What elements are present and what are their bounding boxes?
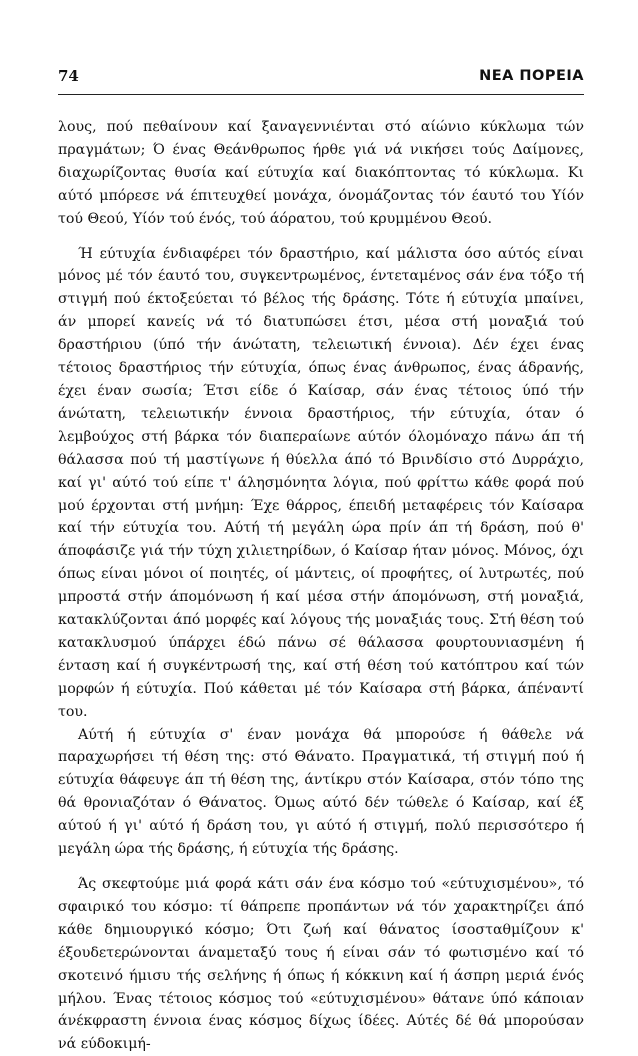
paragraph: λους, πού πεθαίνουν καί ξαναγεννιένται στό αίώνιο κύκλωμα τών πραγμάτων; Ό ένας Θεάνθρωπος ήρθε γιά νά νικήσει τούς Δαίμονες, διαχωρίζοντας θυσία καί εύτυχία καί διακόπτοντας τό κύκλωμα. Κι αύτό μπόρεσε νά έπιτευχθεί μονάχα, όνομάζοντας τόν έαυτό του Υίόν τού Θεού, Υίόν τού ένός, τού άόρατου, τού κρυμμένου Θεού. (58, 119, 584, 227)
page-number: 74 (58, 67, 79, 85)
paragraph: Αύτή ή εύτυχία σ' έναν μονάχα θά μπορούσε ή θάθελε νά παραχωρήσει τή θέση της: στό Θάνατο. Πραγματικά, τή στιγμή πού ή εύτυχία θάφευγε άπ τή θέση της, άντίκρυ στόν Καίσαρα, στόν τόπο της θά θρονιαζόταν ό Θάνατος. Όμως αύτό δέν τώθελε ό Καίσαρ, καί έξ αύτού ή γι' αύτό ή δράση του, γι αύτό ή στιγμή, πολύ περισσότερο ή μεγάλη ώρα τής δράσης, ή εύτυχία τής δράσης. (58, 726, 584, 858)
page-header (58, 66, 584, 95)
paragraph: Άς σκεφτούμε μιά φορά κάτι σάν ένα κόσμο τού «εύτυχισμένου», τό σφαιρικό του κόσμο: τί θάπρεπε προπάντων νά τόν χαρακτηρίζει άπό κάθε δημιουργικό κόσμο; Ότι ζωή καί θάνατος ίσοσταθμίζουν κ' έξουδετερώνονται άναμεταξύ τους ή είναι σάν τό φωτισμένο καί τό σκοτεινό ήμισυ τής σελήνης ή όπως ή κόκκινη καί ή άσπρη μεριά ένός μήλου. Ένας τέτοιος κόσμος τού «εύτυχισμένου» θάτανε ύπό κάποιαν άνέκφραστη έννοια ένας κόσμος δίχως ίδέες. Αύτές δέ θά μπορούσαν νά εύδοκιμή- (58, 876, 584, 1053)
running-title: ΝΕΑ ΠΟΡΕΙΑ (479, 68, 584, 84)
body-text (58, 116, 584, 1056)
paragraph: Ή εύτυχία ένδιαφέρει τόν δραστήριο, καί μάλιστα όσο αύτός είναι μόνος μέ τόν έαυτό του, συγκεντρωμένος, έντεταμένος σάν ένα τόξο τή στιγμή πού έκτοξεύεται τό βέλος τής δράσης. Τότε ή εύτυχία μπαίνει, άν μπορεί κανείς νά τό διατυπώσει έτσι, μέσα στή μοναξιά τού δραστήριου (ύπό τήν άνώτατη, τελειωτική έννοια). Δέν έχει ένας τέτοιος δραστήριος τήν εύτυχία, όπως ένας άνθρωπος, ένας άδρανής, έχει έναν σωσία; Έτσι είδε ό Καίσαρ, σάν ένας τέτοιος ύπό τήν άνώτατη, τελειωτικήν έννοια δραστήριος, τήν εύτυχία, όταν ό λεμβούχος στή βάρκα τόν διαπεραίωνε αύτόν όλομόναχο πάνω άπ τή θάλασσα πού τή μαστίγωνε ή θύελλα άπό τό Βρινδίσιο στό Δυρράχιο, καί γι' αύτό τού είπε τ' άλησμόνητα λόγια, πού φρίττω κάθε φορά πού μού έρχονται στή μνήμη: Έχε θάρρος, έπειδή μεταφέρεις τόν Καίσαρα καί τήν εύτυχία του. Αύτή τή μεγάλη ώρα πρίν άπ τή δράση, πού θ' άποφάσιζε γιά τήν τύχη χιλιετηρίδων, ό Καίσαρ ήταν μόνος. Μόνος, όχι όπως είναι μόνοι οί ποιητές, οί μάντεις, οί προφήτες, οί λυτρωτές, πού μπροστά στήν άπομόνωση ή καί μέσα στήν άπομόνωση, στή μοναξιά, κατακλύζονται άπό μορφές καί λόγους τής μοναξιάς τους. Στή θέση τού κατακλυσμού ύπάρχει έδώ πάνω σέ θάλασσα φουρτουνιασμένη ή ένταση καί ή συγκέντρωσή της, καί στή θέση τού κατόπτρου καί τών μορφών ή εύτυχία. Πού κάθεται μέ τόν Καίσαρα στή βάρκα, άπέναντί του. (58, 245, 584, 720)
